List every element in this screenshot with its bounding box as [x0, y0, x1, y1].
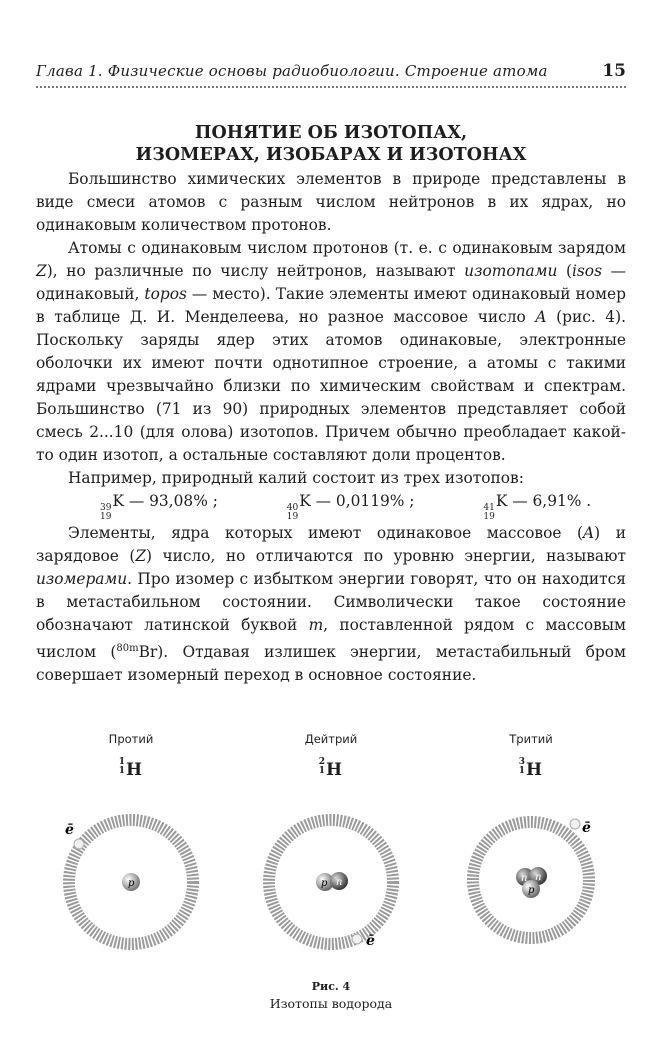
paragraph-4: Элементы, ядра которых имеют одинаковое массовое (A) и зарядовое (Z) число, но отличаются по уровню энергии, называют изомерами. Про изомер с избытком энергии говорят, что он находится в метастабильном состоянии. Символически такое состояние обозначают латинской буквой m, поставленной рядом с массовым числом ($^{80m}$Br). Отдавая излишек энергии, метастабильный бром совершает изомерный переход в основное состояние.: [36, 524, 626, 684]
atom-label: Протий: [108, 732, 154, 746]
paragraph-3: Например, природный калий состоит из трех изотопов: 39 19 K — 93,08% ; 40 19 K — 0,0119% ; 41 19 K — 6,91% .: [36, 467, 626, 522]
running-header: [36, 62, 626, 90]
figure-number: Рис. 4: [311, 980, 351, 993]
section-title: [36, 122, 626, 166]
particle-label: n: [535, 872, 542, 883]
particle-label: p: [528, 885, 535, 896]
electron: [74, 839, 84, 849]
electron-label: ē: [582, 820, 591, 836]
body-text: [36, 168, 626, 687]
atom-tritium: [441, 722, 621, 962]
electron: [352, 934, 362, 944]
particle-label: n: [336, 877, 343, 888]
paragraph-2: Атомы с одинаковым числом протонов (т. е. с одинаковым зарядом Z), но различные по числу нейтронов, называют изотопами (isos — одинаковый, topos — место). Такие элементы имеют одинаковый номер в таблице Д. И. Менделеева, но разное массовое число A (рис. 4). Поскольку заряды ядер этих атомов одинаковые, электронные оболочки их имеют почти однотипное строение, а атомы с такими ядрами чрезвычайно близки по химическим свойствам и спектрам. Большинство (71 из 90) природных элементов представляет собой смесь 2...10 (для олова) изотопов. Причем обычно преобладает какой-то один изотоп, а остальные составляют доли процентов.: [36, 239, 626, 464]
particle-label: n: [521, 873, 528, 884]
figure-caption-text: Изотопы водорода: [269, 996, 393, 1011]
isotope-k41: 41 19 K — 6,91% .: [483, 492, 592, 522]
atom-symbol: 2 1 H: [318, 757, 343, 780]
paragraph-1: Большинство химических элементов в природе представлены в виде смеси атомов с разным числом нейтронов в их ядрах, но одинаковым количеством протонов.: [36, 170, 626, 234]
page-number: 15: [602, 61, 626, 81]
atom-label: Дейтрий: [304, 732, 358, 746]
atom-protium: [41, 722, 221, 962]
isotope-k39: 39 19 K — 93,08% ;: [100, 492, 218, 522]
particle-label: p: [128, 878, 135, 889]
atom-symbol: 3 1 H: [518, 757, 543, 780]
electron: [570, 819, 580, 829]
section-title-line-1: ПОНЯТИЕ ОБ ИЗОТОПАХ,: [194, 123, 468, 143]
atom-label: Тритий: [509, 732, 553, 746]
isotope-k40: 40 19 K — 0,0119% ;: [286, 492, 415, 522]
chapter-title: Глава 1. Физические основы радиобиологии. Строение атома: [36, 62, 548, 80]
atom-diagram: [441, 792, 621, 962]
atom-diagram: [41, 792, 221, 962]
section-title-line-2: ИЗОМЕРАХ, ИЗОБАРАХ И ИЗОТОНАХ: [135, 145, 527, 165]
figure-hydrogen-isotopes: [36, 722, 626, 1022]
electron-label: ē: [65, 822, 74, 838]
header-rule: [36, 86, 626, 88]
atom-symbol: 1 1 H: [118, 757, 143, 780]
atom-deuterium: [241, 722, 421, 962]
electron-label: ē: [366, 933, 375, 949]
atom-diagram: [241, 792, 421, 962]
figure-caption: [36, 978, 626, 1012]
particle-label: p: [321, 878, 328, 889]
